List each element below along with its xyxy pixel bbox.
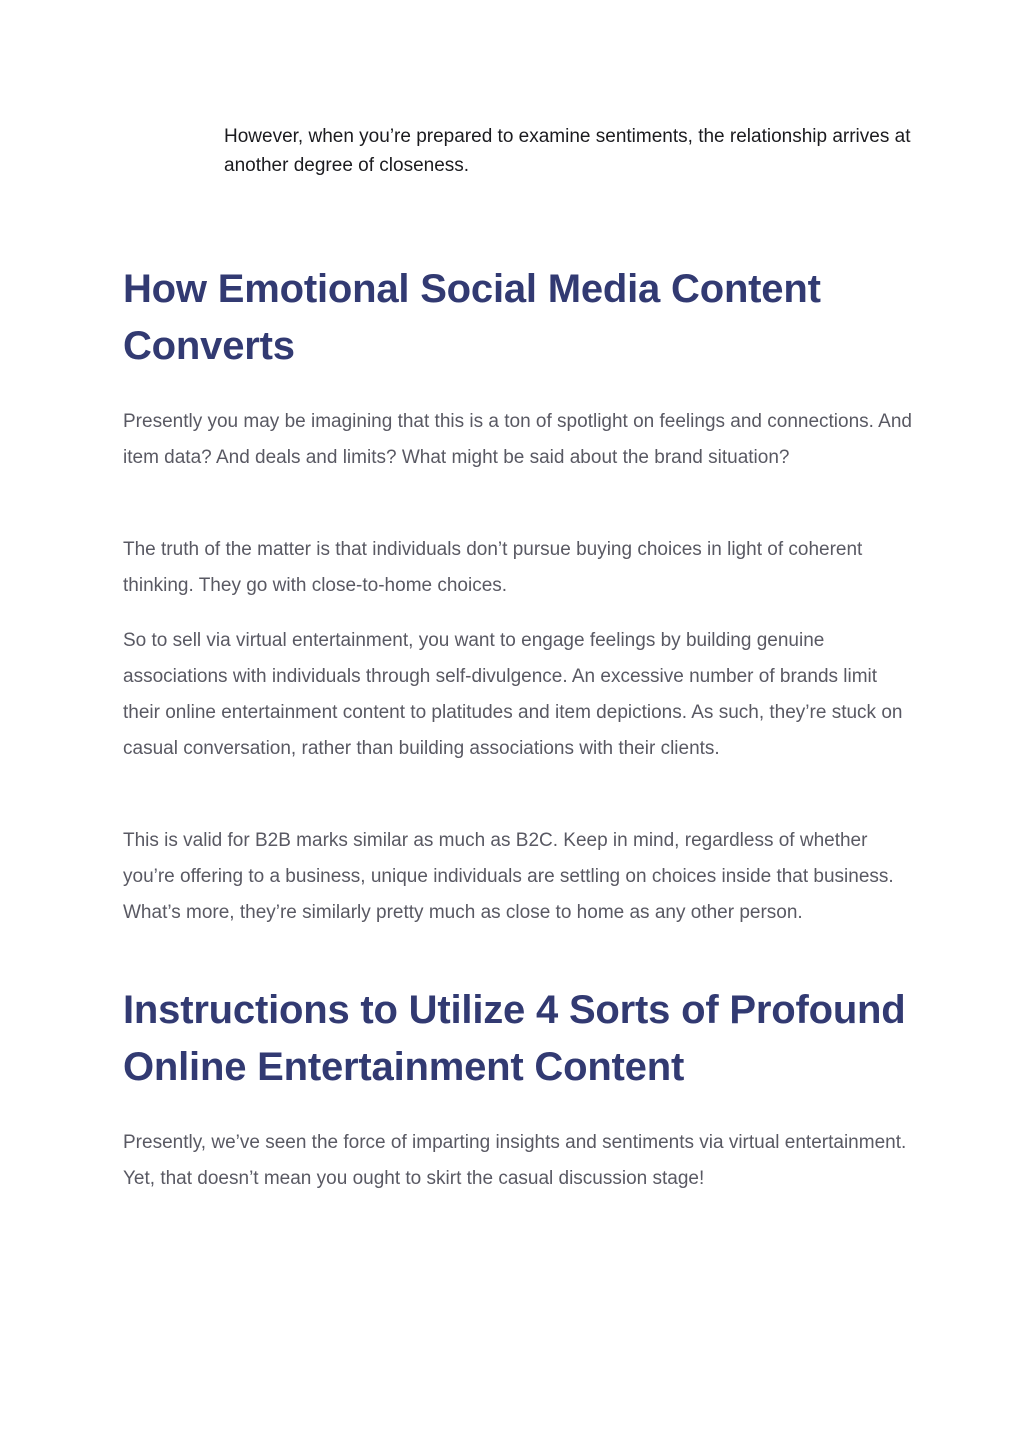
body-paragraph: So to sell via virtual entertainment, you want to engage feelings by building genuine associations with individuals through self-divulgence. An excessive number of brands limit their online entertainment content to platitudes and item depictions. As such, they’re stuck on casual conversation, rather than building associations with their clients. xyxy=(123,630,903,759)
body-paragraph: This is valid for B2B marks similar as much as B2C. Keep in mind, regardless of whether you’re offering to a business, unique individuals are settling on choices inside that business. What’s more, they’re similarly pretty much as close to home as any other person. xyxy=(123,830,894,923)
intro-paragraph: However, when you’re prepared to examine sentiments, the relationship arrives at another degree of closeness. xyxy=(224,126,911,176)
section-heading-emotional-content: How Emotional Social Media Content Converts xyxy=(123,267,821,368)
body-paragraph: The truth of the matter is that individuals don’t pursue buying choices in light of coherent thinking. They go with close-to-home choices. xyxy=(123,539,863,596)
body-paragraph: Presently, we’ve seen the force of imparting insights and sentiments via virtual entertainment. Yet, that doesn’t mean you ought to skirt the casual discussion stage! xyxy=(123,1132,907,1189)
body-paragraph: Presently you may be imagining that this is a ton of spotlight on feelings and connections. And item data? And deals and limits? What might be said about the brand situation? xyxy=(123,411,912,468)
section-heading-instructions: Instructions to Utilize 4 Sorts of Profound Online Entertainment Content xyxy=(123,988,906,1089)
